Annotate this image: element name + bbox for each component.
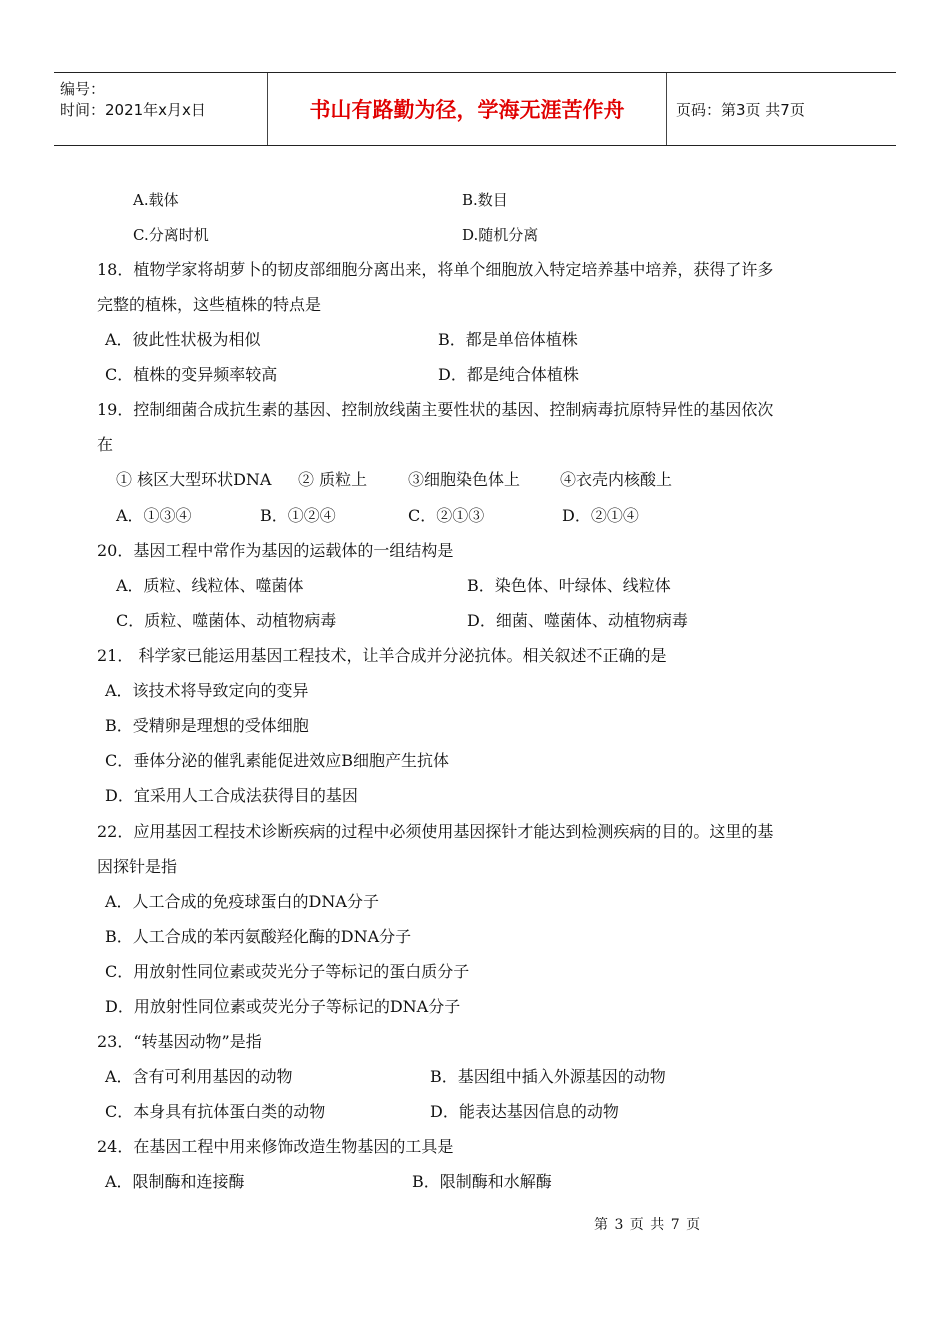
q17-option-d: D.随机分离 [462,226,539,244]
q17-option-a: A.载体 [133,191,179,209]
q23-stem: 23．“转基因动物”是指 [97,1032,262,1051]
q23-option-b: B．基因组中插入外源基因的动物 [430,1067,666,1086]
q20-option-a: A．质粒、线粒体、噬菌体 [116,576,304,595]
q23-option-c: C．本身具有抗体蛋白类的动物 [105,1102,326,1121]
page-footer: 第 3 页 共 7 页 [594,1217,702,1233]
header-motto: 书山有路勤为径，学海无涯苦作舟 [268,73,667,145]
q19-option-a: A．①③④ [116,506,192,525]
q19-item-1: ① 核区大型环状DNA [116,470,272,489]
q17-option-b: B.数目 [462,191,508,209]
q22-option-d: D．用放射性同位素或荧光分子等标记的DNA分子 [105,997,461,1016]
q24-option-b: B．限制酶和水解酶 [412,1172,552,1191]
q24-stem: 24．在基因工程中用来修饰改造生物基因的工具是 [97,1137,454,1156]
q18-option-b: B．都是单倍体植株 [438,330,578,349]
number-label: 编号： [60,80,106,98]
q18-stem-line1: 18．植物学家将胡萝卜的韧皮部细胞分离出来，将单个细胞放入特定培养基中培养，获得了许多 [97,260,774,279]
q22-stem-line2: 因探针是指 [97,857,178,876]
q19-option-d: D．②①④ [562,506,639,525]
q22-stem-line1: 22．应用基因工程技术诊断疾病的过程中必须使用基因探针才能达到检测疾病的目的。这里的基 [97,822,774,841]
q20-stem: 20．基因工程中常作为基因的运载体的一组结构是 [97,541,454,560]
q17-option-c: C.分离时机 [133,226,209,244]
q19-option-c: C．②①③ [408,506,485,525]
document-header [54,72,896,146]
q22-option-a: A．人工合成的免疫球蛋白的DNA分子 [105,892,379,911]
q22-option-c: C．用放射性同位素或荧光分子等标记的蛋白质分子 [105,962,470,981]
q18-option-c: C．植株的变异频率较高 [105,365,278,384]
q18-stem-line2: 完整的植株，这些植株的特点是 [97,295,322,314]
q19-stem-line2: 在 [97,435,114,454]
q23-option-d: D．能表达基因信息的动物 [430,1102,619,1121]
q21-option-a: A．该技术将导致定向的变异 [105,681,309,700]
q18-option-d: D．都是纯合体植株 [438,365,579,384]
q20-option-c: C．质粒、噬菌体、动植物病毒 [116,611,337,630]
q23-option-a: A．含有可利用基因的动物 [105,1067,293,1086]
q19-item-4: ④衣壳内核酸上 [560,470,673,489]
q20-option-b: B．染色体、叶绿体、线粒体 [467,576,671,595]
q19-item-3: ③细胞染色体上 [408,470,521,489]
q21-option-b: B．受精卵是理想的受体细胞 [105,716,309,735]
header-meta [54,73,268,145]
q20-option-d: D．细菌、噬菌体、动植物病毒 [467,611,688,630]
time-label: 时间：2021年x月x日 [60,101,206,119]
header-page-code: 页码：第3页 共7页 [676,100,805,119]
q24-option-a: A．限制酶和连接酶 [105,1172,245,1191]
q21-stem: 21． 科学家已能运用基因工程技术，让羊合成并分泌抗体。相关叙述不正确的是 [97,646,667,665]
q22-option-b: B．人工合成的苯丙氨酸羟化酶的DNA分子 [105,927,412,946]
q18-option-a: A．彼此性状极为相似 [105,330,261,349]
q19-item-2: ② 质粒上 [298,470,368,489]
q19-option-b: B．①②④ [260,506,336,525]
q21-option-c: C．垂体分泌的催乳素能促进效应B细胞产生抗体 [105,751,450,770]
q19-stem-line1: 19．控制细菌合成抗生素的基因、控制放线菌主要性状的基因、控制病毒抗原特异性的基因依次 [97,400,774,419]
q21-option-d: D．宜采用人工合成法获得目的基因 [105,786,358,805]
